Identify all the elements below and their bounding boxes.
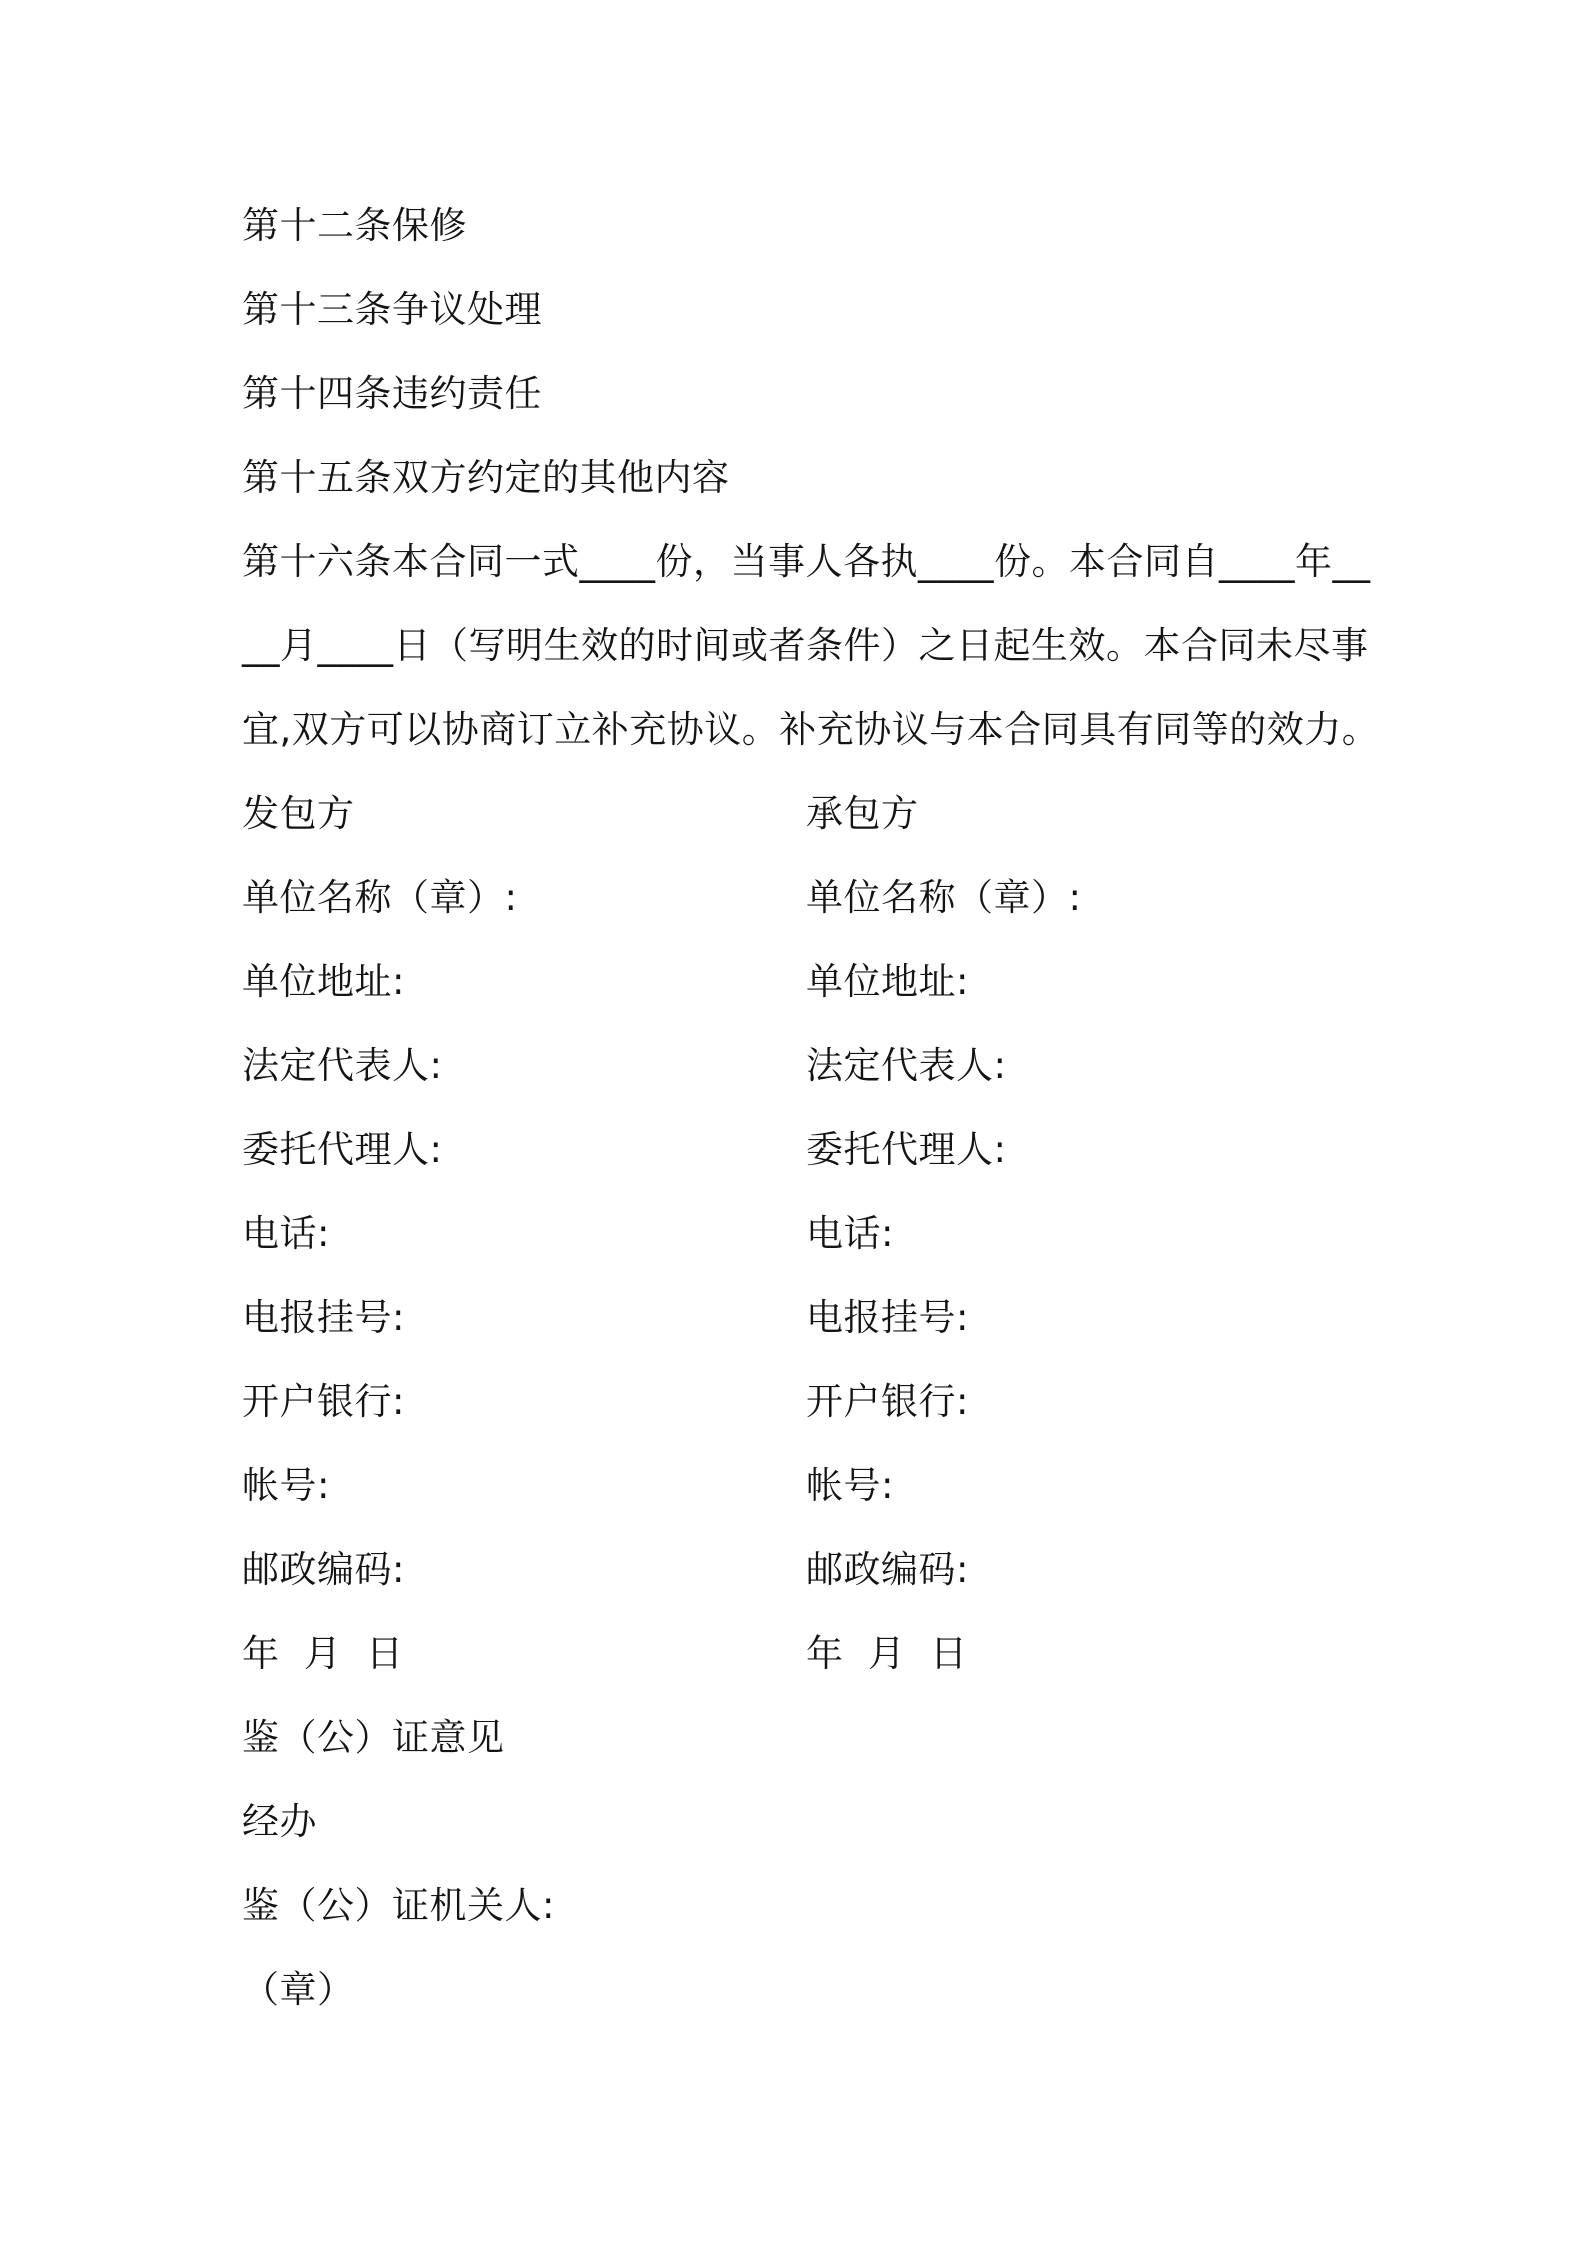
party-right-telegraph: 电报挂号: (806, 1296, 969, 1339)
party-right-legal-rep: 法定代表人: (806, 1044, 1007, 1087)
party-right-agent: 委托代理人: (806, 1128, 1007, 1171)
party-left-date: 年 月 日 (242, 1632, 404, 1675)
notary-seal: （章） (242, 1968, 355, 2011)
party-left-postal-code: 邮政编码: (242, 1548, 405, 1591)
party-right-account: 帐号: (806, 1464, 894, 1507)
clause-13: 第十三条争议处理 (242, 288, 542, 331)
notary-opinion: 鉴（公）证意见 (242, 1716, 505, 1759)
party-left-unit-name: 单位名称（章）: (242, 876, 518, 919)
clause-16-line-2: __月____日（写明生效的时间或者条件）之日起生效。本合同未尽事 (242, 624, 1369, 667)
party-right-postal-code: 邮政编码: (806, 1548, 969, 1591)
clause-15: 第十五条双方约定的其他内容 (242, 456, 730, 499)
clause-14: 第十四条违约责任 (242, 372, 542, 415)
notary-handler: 经办 (242, 1800, 317, 1843)
party-right-date: 年 月 日 (806, 1632, 968, 1675)
clause-16-line-1: 第十六条本合同一式____份，当事人各执____份。本合同自____年__ (242, 540, 1371, 583)
party-left-bank: 开户银行: (242, 1380, 405, 1423)
party-left-phone: 电话: (242, 1212, 330, 1255)
party-left-legal-rep: 法定代表人: (242, 1044, 443, 1087)
notary-authority: 鉴（公）证机关人: (242, 1884, 555, 1927)
party-left-account: 帐号: (242, 1464, 330, 1507)
party-left-agent: 委托代理人: (242, 1128, 443, 1171)
party-left-title: 发包方 (242, 792, 355, 835)
party-right-bank: 开户银行: (806, 1380, 969, 1423)
clause-12: 第十二条保修 (242, 204, 467, 247)
party-right-unit-address: 单位地址: (806, 960, 969, 1003)
clause-16-line-3: 宜,双方可以协商订立补充协议。补充协议与本合同具有同等的效力。 (242, 708, 1380, 751)
party-left-telegraph: 电报挂号: (242, 1296, 405, 1339)
party-right-unit-name: 单位名称（章）: (806, 876, 1082, 919)
party-right-title: 承包方 (806, 792, 919, 835)
party-left-unit-address: 单位地址: (242, 960, 405, 1003)
party-right-phone: 电话: (806, 1212, 894, 1255)
